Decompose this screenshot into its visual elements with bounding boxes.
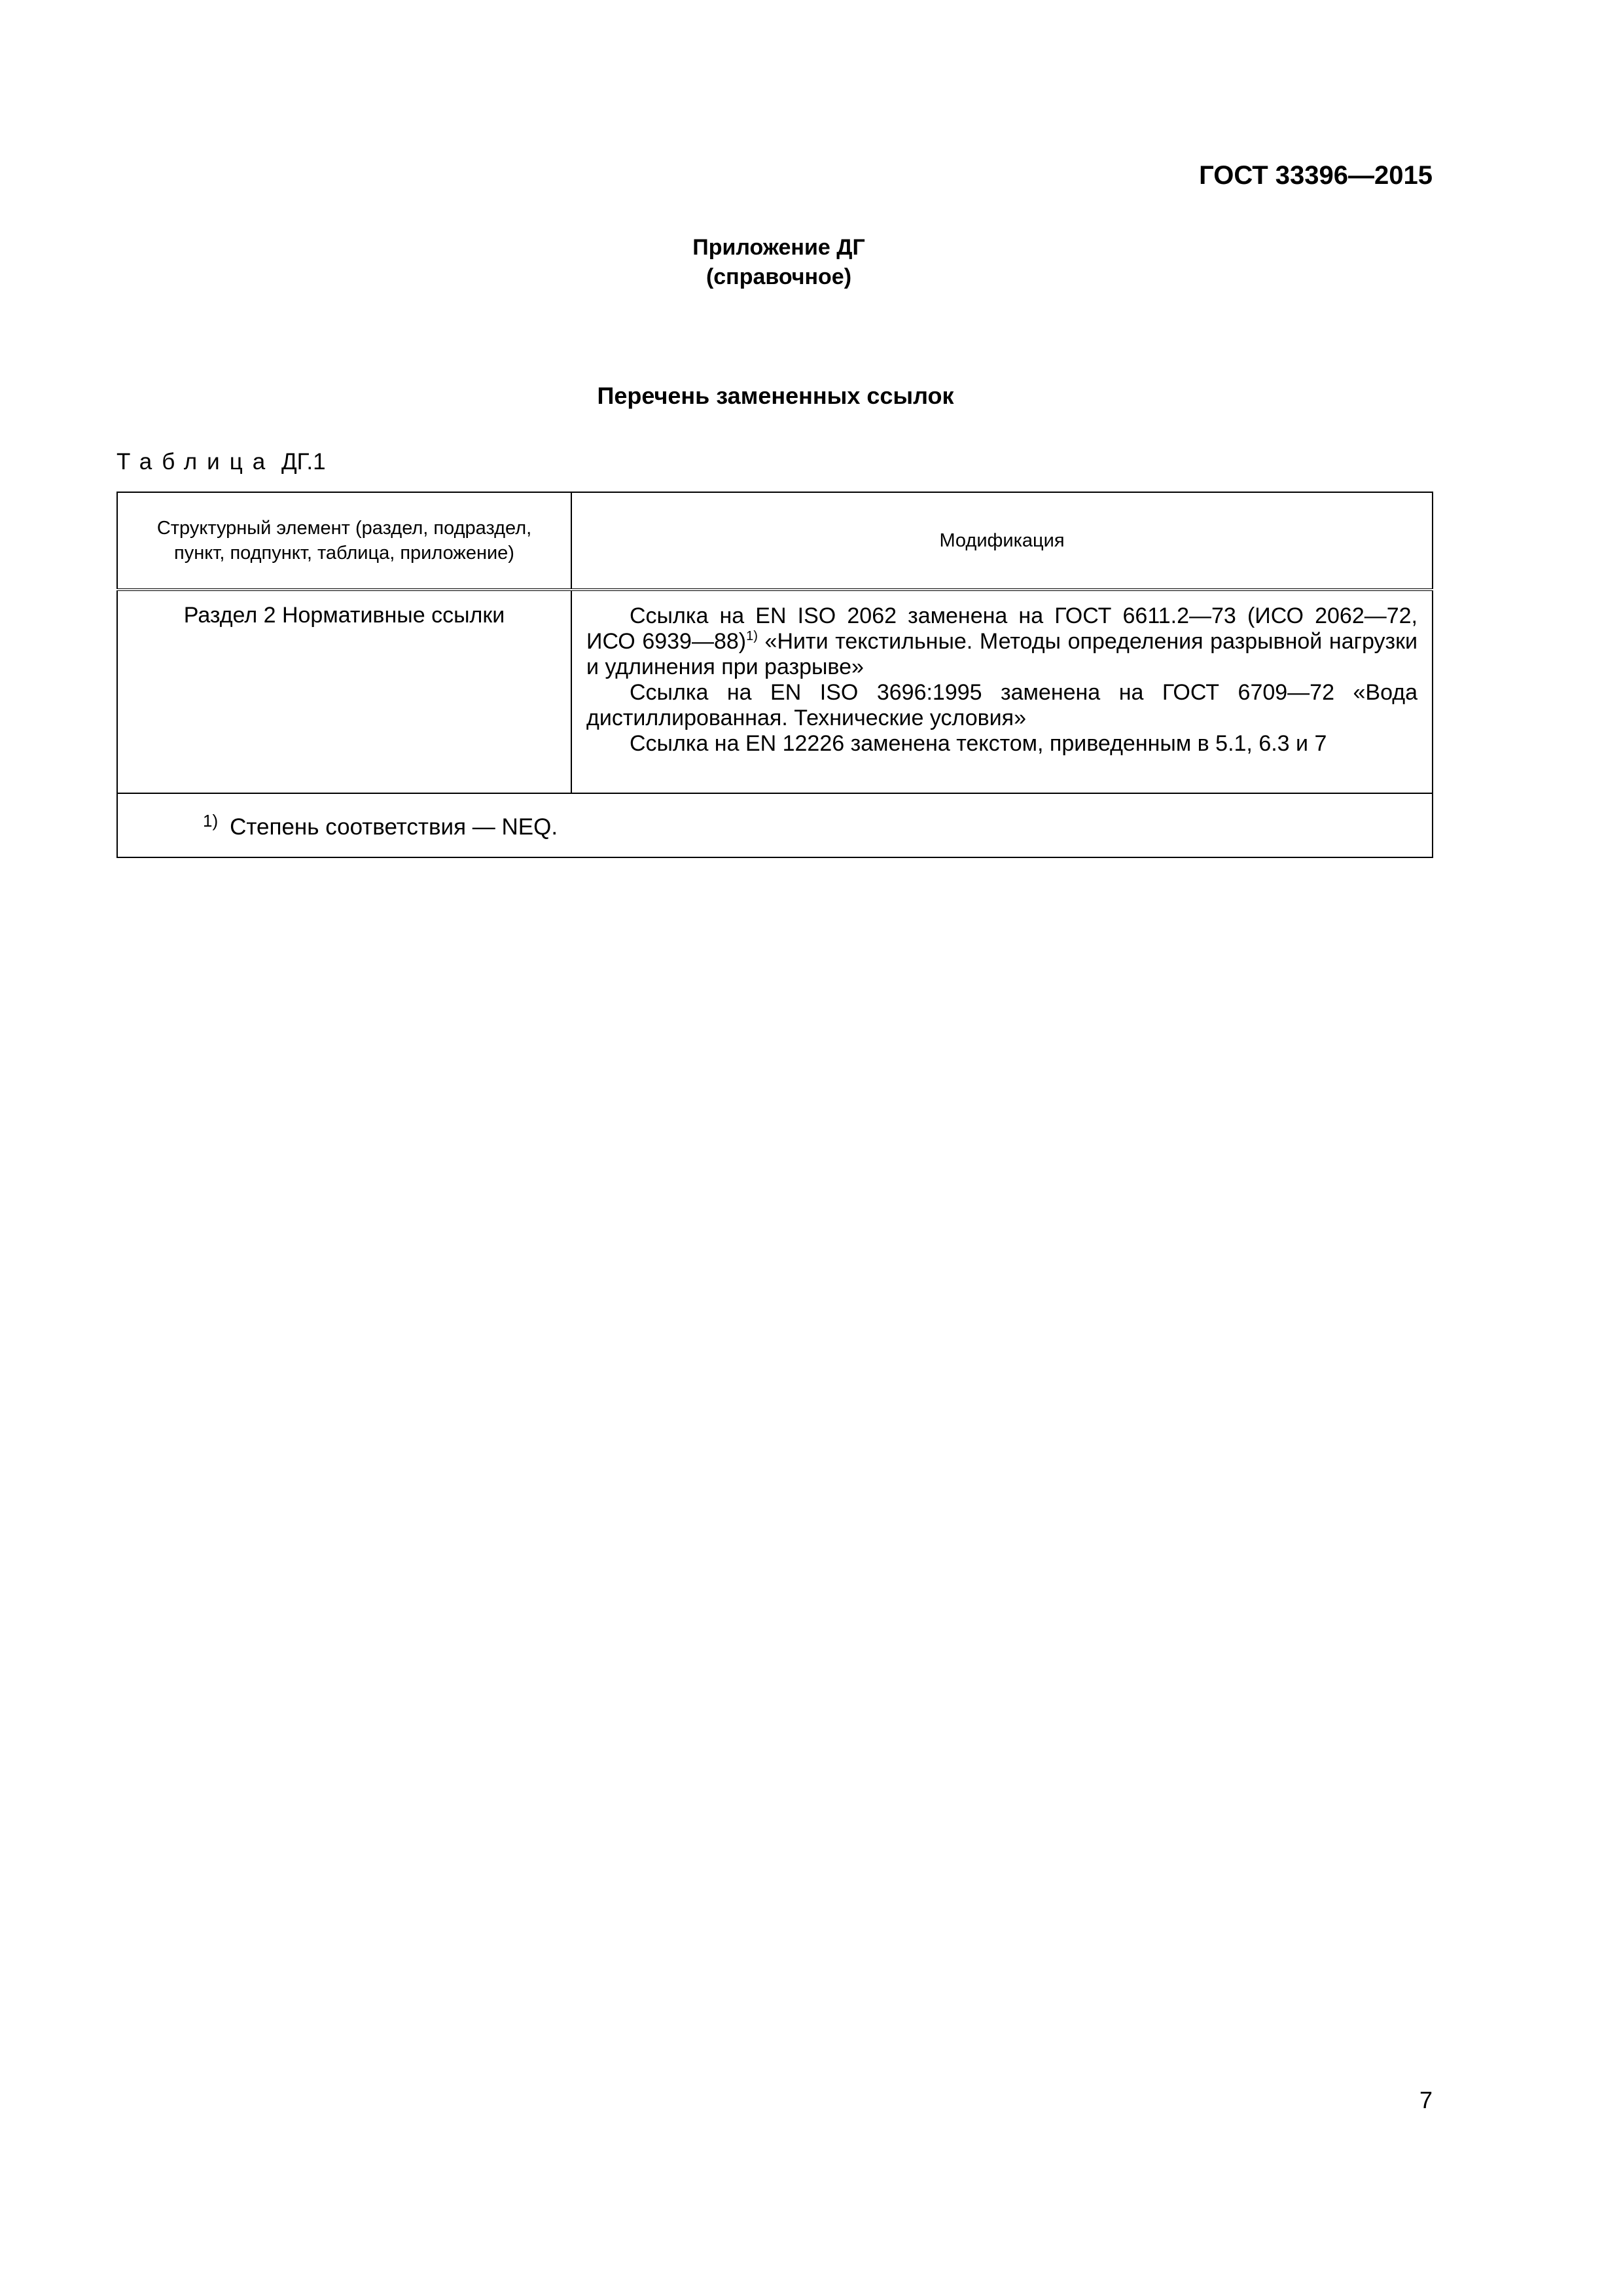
- header-structural-element: [117, 492, 571, 590]
- cell-modification: [571, 590, 1433, 793]
- page-number: 7: [1419, 2087, 1433, 2113]
- replaced-references-table: [116, 492, 1433, 858]
- list-title: Перечень замененных ссылок: [597, 382, 954, 409]
- table-caption-word: Таблица: [116, 449, 276, 475]
- modification-1-text-b: «Нити текстильные. Методы определения разрывной нагрузки и удлинения при разрыве»: [586, 629, 1418, 679]
- annex-subtitle: (справочное): [705, 264, 852, 289]
- table-caption-id: ДГ.1: [281, 449, 326, 475]
- header-modification: Модификация: [571, 492, 1433, 590]
- modification-item-1: [586, 603, 1418, 680]
- modification-1-text-a: Ссылка на EN ISO 2062 заменена на ГОСТ 6611.2—73 (ИСО 2062—72, ИСО 6939—88): [586, 603, 1418, 654]
- cell-structural-element: Раздел 2 Нормативные ссылки: [117, 590, 571, 793]
- table-caption: [116, 449, 326, 475]
- table-footnote: [117, 793, 1433, 857]
- document-code: ГОСТ 33396—2015: [1199, 161, 1433, 190]
- footnote-mark: 1): [203, 810, 219, 831]
- footnote-text: Степень соответствия — NEQ.: [230, 814, 558, 840]
- table-footnote-row: [117, 793, 1433, 857]
- header-element-line2: пункт, подпункт, таблица, приложение): [174, 543, 514, 564]
- modification-item-3: Ссылка на EN 12226 заменена текстом, приведенным в 5.1, 6.3 и 7: [630, 731, 1327, 756]
- annex-title: Приложение ДГ: [692, 235, 865, 260]
- annex-heading: [0, 233, 1558, 292]
- footnote-reference: 1): [746, 629, 758, 643]
- modification-item-2: Ссылка на EN ISO 3696:1995 заменена на ГОСТ 6709—72 «Вода дистиллированная. Технические условия»: [586, 680, 1418, 730]
- table-row: [117, 590, 1433, 793]
- header-element-line1: Структурный элемент (раздел, подраздел,: [156, 518, 532, 539]
- table-header-row: [117, 492, 1433, 590]
